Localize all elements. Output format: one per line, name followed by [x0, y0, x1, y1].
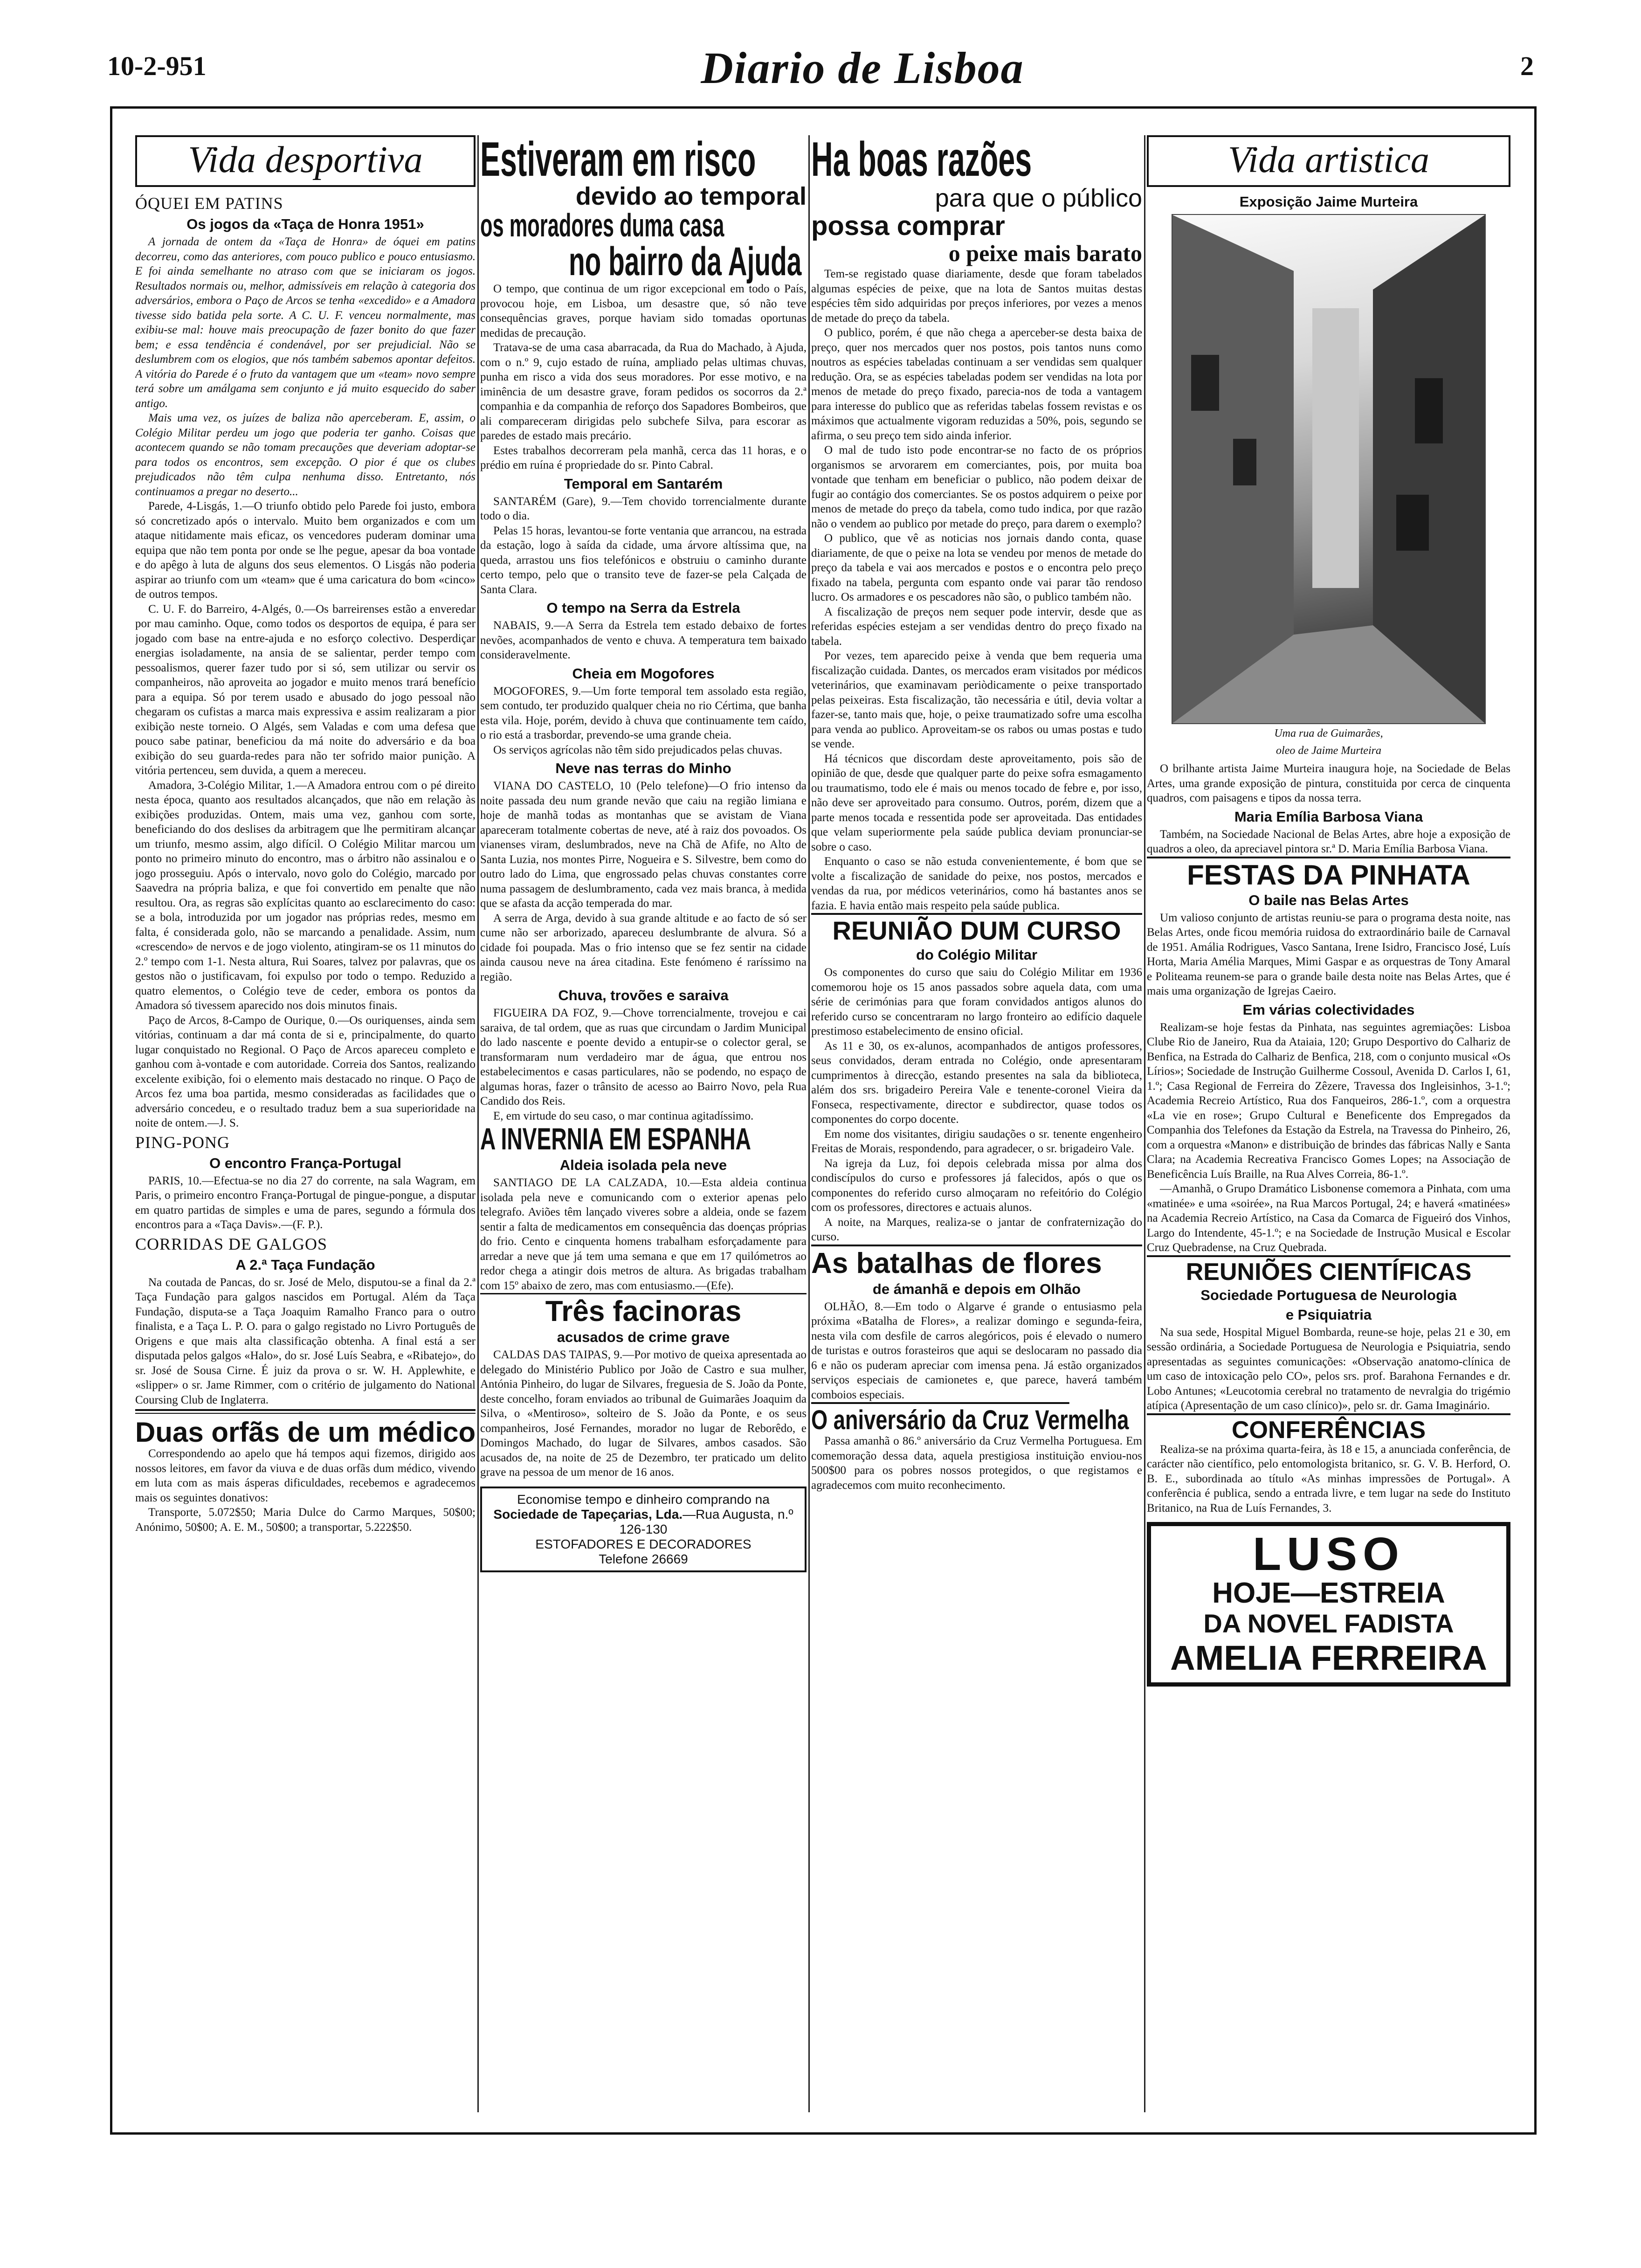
article-headline: Chuva, trovões e saraiva [558, 987, 729, 1003]
article-paragraph: Em nome dos visitantes, dirigiu saudações o sr. tenente engenheiro Freitas de Morais, respondendo, para agradecer, o sr. brigadeiro Vale. [811, 1127, 1142, 1155]
article-paragraph: —Amanhã, o Grupo Dramático Lisbonense comemora a Pinhata, com uma «matinée» e uma «soirée», na Rua Marcos Portugal, 24; e haverá «matinées» na Academia Recreio Artístico, na Casa da Comarca de Figueiró dos Vinhos, Largo do Intendente, 45-1.º; e na Sociedade de Instrução Musical e Escolar Cruz Quebradense, na Cruz Quebrada. [1147, 1182, 1510, 1254]
article-paragraph: A noite, na Marques, realiza-se o jantar de confraternização do curso. [811, 1216, 1142, 1243]
column-weather [480, 135, 807, 2094]
ad-line: Economise tempo e dinheiro comprando na [517, 1492, 770, 1507]
article-headline: Duas orfãs de um médico [135, 1417, 476, 1448]
article-paragraph: Tratava-se de uma casa abarracada, da Rua do Machado, à Ajuda, com o n.º 9, cujo estado de ruína, ampliado pelas ultimas chuvas, punha em risco a vida dos seus moradores. Por esse motivo, e na iminência de um desastre grave, foram pedidos os socorros da 2.ª companhia e da companhia de reforço dos Sapadores Bombeiros, que ali compareceram dirigidas pelo subchefe Silva, para escorar as paredes de estado mais precário. [480, 341, 807, 442]
article-paragraph: Na coutada de Pancas, do sr. José de Melo, disputou-se a final da 2.ª Taça Fundação para galgos nascidos em Portugal. Além da Taça Fundação, disputa-se a Taça Joaquim Ramalho Franco para o outro finalista, e a Taça L. P. O. para o galgo registado no Livro Português de Origens e que mais alta classificação obtenha. A final está a ser disputada pelos galgos «Halo», do sr. José Luís Seabra, e «Ribatejo», do sr. José de Sousa Cirne. É juiz da prova o sr. W. H. Applewhite, e «slipper» o sr. Jame Rimmer, com o critério de julgamento do National Coursing Club de Inglaterra. [135, 1276, 476, 1406]
article-subheadline: Aldeia isolada pela neve [559, 1157, 727, 1173]
headline-line: o peixe mais barato [948, 240, 1142, 266]
article-subheadline: acusados de crime grave [557, 1329, 730, 1345]
article-headline: FESTAS DA PINHATA [1147, 857, 1510, 889]
article-paragraph: As 11 e 30, os ex-alunos, acompanhados de antigos professores, seus convidados, deram entrada no Colégio, onde apresentaram cumprimentos à direcção, estando presentes na sala da biblioteca, além dos srs. brigadeiro Pereira Vale e tenente-coronel Vieira da Fonseca, respectivamente, director e subdirector, quase todos os componentes do corpo docente. [811, 1039, 1142, 1126]
photo-caption: Uma rua de Guimarães, [1274, 727, 1383, 740]
article-paragraph: FIGUEIRA DA FOZ, 9.—Chove torrencialmente, trovejou e cai saraiva, de tal ordem, que as ruas que circundam o Jardim Municipal do lado nascente e poente devido a entupir-se o colector geral, se transformaram num verdadeiro mar de água, que entrou nos estabelecimentos e casas particulares, não se podendo, no espaço de algumas horas, fazer o trânsito de acesso ao Bairro Novo, pela Rua Candido dos Reis. [480, 1007, 807, 1107]
column-divider [1144, 135, 1145, 2112]
article-headline: Três facinoras [480, 1293, 807, 1326]
article-headline: REUNIÕES CIENTÍFICAS [1147, 1255, 1510, 1284]
article-paragraph: O tempo, que continua de um rigor excepcional em todo o País, provocou hoje, em Lisboa, um desastre que, só não teve consequências graves, porque haviam sido tomadas oportunas medidas de precaução. [480, 283, 807, 339]
article-headline: Maria Emília Barbosa Viana [1234, 808, 1423, 825]
article-paragraph: A fiscalização de preços nem sequer pode intervir, desde que as referidas espécies estejam a ser vendidas dentro do preço fixado na tabela. [811, 605, 1142, 648]
masthead [107, 42, 1534, 98]
ad-line: HOJE—ESTREIA [1212, 1577, 1445, 1609]
article-paragraph: Mais uma vez, os juízes de baliza não aperceberam. E, assim, o Colégio Militar perdeu um jogo que poderia ter ganho. Coisas que acontecem quando se não tomam precauções que deveriam adoptar-se para todos os encontros, sem excepção. O pior é que os clubes prejudicados não têm culpa nenhuma disso. Entretanto, nós continuamos a pregar no deserto... [135, 412, 476, 498]
article-paragraph: Tem-se registado quase diariamente, desde que foram tabelados algumas espécies de peixe, que na lota de Santos muitas destas espécies têm sido adquiridas por preços inferiores, por vezes a menos de metade do preço da tabela. [811, 268, 1142, 325]
article-paragraph: Há técnicos que discordam deste aproveitamento, pois são de opinião de que, desde que qualquer parte do peixe sofra esmagamento ou traumatismo, todo ele é mais ou menos tocado de febre e, por isso, não deve ser aproveitado para consumo. Outros, porém, dizem que a parte menos tocada e ressentida pode ser aproveitada. Das entidades que velam superiormente pela saúde publica deviam pronunciar-se sobre o caso. [811, 752, 1142, 853]
ad-line: ESTOFADORES E DECORADORES [535, 1536, 752, 1551]
article-paragraph: O brilhante artista Jaime Murteira inaugura hoje, na Sociedade de Belas Artes, uma grande exposição de pintura, constituida por cerca de cinquenta quadros, com paisagens e tipos da nossa terra. [1147, 762, 1510, 804]
article-headline: Cheia em Mogofores [572, 665, 715, 682]
article-headline: O aniversário da Cruz Vermelha [811, 1402, 1069, 1434]
article-headline: O encontro França-Portugal [209, 1155, 401, 1171]
article-paragraph: C. U. F. do Barreiro, 4-Algés, 0.—Os barreirenses estão a enveredar por mau caminho. Oque, como todos os desportos de equipa, é para ser jogado com base na entre-ajuda e no esforço colectivo. Desperdiçar energias isoladamente, na ansia de se salientar, perder tempo com pessoalismos, querer fazer tudo por si só, sem utilizar ou servir os companheiros, não aproveita ao jogador e muito menos trará benefício para a equipa. Só por terem usado e abusado do jogo pessoal não chegaram os cufistas a marca mais expressiva e assim realizaram a pior exibição neste torneio. O Algés, sem Valadas e com uma defesa que pouco sabe patinar, beneficiou da má noite do adversário e da boa exibição do seu guarda-redes para não ter sofrido maior punição. A vitória pertenceu, sem duvida, a quem a mereceu. [135, 602, 476, 777]
article-paragraph: Um valioso conjunto de artistas reuniu-se para o programa desta noite, nas Belas Artes, onde ficou memória ruidosa do extraordinário baile de Carnaval de 1951. Amália Rodrigues, Vasco Santana, Irene Isidro, Francisco José, Luís Horta, Maria Amélia Marques, Mimi Gaspar e as orquestras de Tony Amaral e Politeama reunem-se para o grande baile desta noite nas Belas Artes, que é mais uma organização de Igrejas Caeiro. [1147, 911, 1510, 997]
article-paragraph: Passa amanhã o 86.º aniversário da Cruz Vermelha Portuguesa. Em comemoração dessa data, aquela prestigiosa instituição enviou-nos 500$00 para os pobres nossos protegidos, o que registamos e agradecemos com muito reconhecimento. [811, 1435, 1142, 1492]
page-number: 2 [1520, 51, 1534, 81]
painting-photo [1172, 214, 1486, 724]
article-headline: CONFERÊNCIAS [1147, 1413, 1510, 1442]
article-paragraph: Por vezes, tem aparecido peixe à venda que bem requeria uma fiscalização cuidada. Dantes, os mercados eram visitados por médicos veterinários, que examinavam periòdicamente o peixe transportado pelas peixeiras. Esta fiscalização, tão necessária e útil, devia voltar a fazer-se, tanto mais que, hoje, o peixe traumatizado sofre uma escolha para venda ao publico. Aproveitam-se os rabos ou umas postas e tudo se vende. [811, 650, 1142, 750]
divider [135, 1409, 476, 1414]
issue-date: 10-2-951 [107, 51, 207, 81]
photo-caption: oleo de Jaime Murteira [1276, 745, 1381, 757]
article-paragraph: VIANA DO CASTELO, 10 (Pelo telefone)—O frio intenso da noite passada deu num grande nevão que caiu na região limiana e hoje de manhã todas as montanhas que se avistam de Viana apareceram totalmente cobertas de neve, até à raiz dos povoados. Os vianenses viram, deslumbrados, neve na Chã de Afife, no Alto de Santa Luzia, nos montes Pirre, Nogueira e S. Silvestre, bem como do outro lado do Lima, que engrossado pelas chuvas constantes corre numa passagem de deslumbramento, cada vez mais branca, à medida que se afasta da acção temperada do mar. [480, 780, 807, 910]
article-paragraph: Os componentes do curso que saiu do Colégio Militar em 1936 comemorou hoje os 15 anos passados sobre aquela data, com uma série de cerimónias para que foram convidados antigos alunos do referido curso se concentraram no largo fronteiro ao edifício daquele prestimoso estabelecimento de ensino oficial. [811, 966, 1142, 1037]
street-painting-image [1172, 215, 1485, 723]
article-paragraph: Pelas 15 horas, levantou-se forte ventania que arrancou, na estrada da estação, logo à saída da cidade, uma árvore altíssima que, na queda, arrastou uns fios telefónicos e obstruiu o caminho durante certo tempo, pelo que o transito teve de fazer-se pela Calçada de Santa Clara. [480, 524, 807, 596]
article-paragraph: PARIS, 10.—Efectua-se no dia 27 do corrente, na sala Wagram, em Paris, o primeiro encontro França-Portugal de pingue-pongue, a disputar em quatro partidas de simples e uma de pares, segundo a fórmula dos encontros para a «Taça Davis».—(F. P.). [135, 1174, 476, 1231]
article-subheadline: Em várias colectividades [1242, 1001, 1415, 1018]
section-label: PING-PONG [135, 1133, 230, 1152]
article-paragraph: Na igreja da Luz, foi depois celebrada missa por alma dos condiscípulos do curso e professores já falecidos, após o que os componentes do referido curso almoçaram no refeitório do Colégio com os professores, directores e actuais alunos. [811, 1157, 1142, 1214]
headline-line: no bairro da Ajuda [569, 239, 802, 284]
article-paragraph: O mal de tudo isto pode encontrar-se no facto de os próprios organismos se arvorarem em comerciantes, pois, por muita boa vontade que tenham em beneficiar o publico, não podem deixar de fugir ao contágio dos comerciantes. Se os postos adquirem o peixe por menos de metade do preço da tabela, como tudo indica, por que razão não o vendem ao publico por metade do preço, para darem o exemplo? [811, 444, 1142, 530]
article-headline: O tempo na Serra da Estrela [546, 600, 740, 616]
article-paragraph: CALDAS DAS TAIPAS, 9.—Por motivo de queixa apresentada ao delegado do Ministério Publico por João de Castro e sua mulher, Antónia Pinheiro, do lugar de Silvares, freguesia de S. João da Ponte, deste concelho, foram enviados ao tribunal de Guimarães Joaquim da Silva, o «Mentiroso», solteiro de S. João da Ponte, e os seus companheiros, José Fernandes, morador no lugar de Reborêdo, e Domingos Machado, do lugar de Silvares, ambos casados. São acusados de, na noite de 25 de Dezembro, ter praticado um delito grave na pessoa de um menor de 16 anos. [480, 1348, 807, 1479]
article-paragraph: NABAIS, 9.—A Serra da Estrela tem estado debaixo de fortes nevões, acompanhados de vento e chuva. A temperatura tem baixado consideravelmente. [480, 619, 807, 661]
column-sports [135, 135, 476, 2094]
article-headline: A 2.ª Taça Fundação [235, 1256, 375, 1273]
section-header-arts: Vida artistica [1147, 135, 1510, 187]
headline-line: possa comprar [811, 211, 1005, 241]
column-arts [1147, 135, 1510, 2094]
article-paragraph: Correspondendo ao apelo que há tempos aqui fizemos, dirigido aos nossos leitores, em favor da viuva e de duas orfãs dum médico, vivendo em luta com as mais ásperas dificuldades, recebemos e agradecemos mais os seguintes donativos: [135, 1447, 476, 1504]
article-subheadline: e Psiquiatria [1285, 1306, 1372, 1323]
main-headline: Ha boas razões [811, 135, 1032, 187]
article-paragraph: OLHÃO, 8.—Em todo o Algarve é grande o entusiasmo pela próxima «Batalha de Flores», a realizar domingo e segunda-feira, nesta vila com desfile de carros alegóricos, pois é elevado o numero de turistas e outros forasteiros que aqui se deslocaram no passado dia 6 e não os puderam apreciar com imensa pena. Já estão organizados serviços especiais de camionetes e, que parece, haverá também comboios especiais. [811, 1300, 1142, 1401]
newspaper-title: Diario de Lisboa [701, 43, 1024, 93]
article-paragraph: SANTARÉM (Gare), 9.—Tem chovido torrencialmente durante todo o dia. [480, 495, 807, 522]
article-subheadline: do Colégio Militar [916, 947, 1038, 963]
main-headline: Estiveram em risco [480, 135, 756, 187]
article-paragraph: E, em virtude do seu caso, o mar continua agitadíssimo. [493, 1109, 754, 1122]
section-label: ÓQUEI EM PATINS [135, 194, 283, 213]
article-paragraph: Transporte, 5.072$50; Maria Dulce do Carmo Marques, 50$00; Anónimo, 50$00; A. E. M., 50$00; a transportar, 5.222$50. [135, 1506, 476, 1534]
section-label: CORRIDAS DE GALGOS [135, 1234, 328, 1253]
article-headline: Temporal em Santarém [564, 475, 723, 492]
article-paragraph: Também, na Sociedade Nacional de Belas Artes, abre hoje a exposição de quadros a oleo, da apreciavel pintora sr.ª D. Maria Emília Barbosa Viana. [1147, 828, 1510, 855]
article-paragraph: A serra de Arga, devido à sua grande altitude e ao facto de só ser cume não ser arborizado, apareceu deslumbrante de alvura. Só a cidade foi poupada. Mas o frio intenso que se fez sentir na cidade ainda causou neve na área citadina. Este fenómeno é raríssimo na região. [480, 912, 807, 983]
headline-line: devido ao temporal [575, 182, 807, 210]
advertisement-tapecarias [480, 1487, 807, 1572]
headline-line: para que o público [935, 184, 1142, 212]
article-paragraph: Paço de Arcos, 8-Campo de Ourique, 0.—Os ouriquenses, ainda sem vitórias, continuam a dar má conta de si e, principalmente, do quarto lugar conquistado no Regional. O Paço de Arcos apareceu completo e ganhou com à-vontade e com autoridade. Correia dos Santos, realizando excelente exibição, foi o elemento mais destacado no rinque. O Paço de Arcos fez uma boa partida, mesmo consideradas as facilidades que o adversário concedeu, e o resultado traduz bem a sua superioridade na noite de ontem.—J. S. [135, 1014, 476, 1129]
ad-phone: Telefone 26669 [599, 1551, 688, 1566]
column-divider [477, 135, 479, 2112]
article-paragraph: O publico, porém, é que não chega a aperceber-se desta baixa de preço, quer nos mercados quer nos postos, pois tantos nuns como noutros as espécies tabeladas continuam a ser vendidas sem qualquer redução. Ora, se as espécies tabeladas podem ser vendidas na lota por menos de metade do preço fixado, parecia-nos de toda a vantagem para interesse do publico que as referidas tabelas fossem revistas e os máximos que actualmente vigoram reduzidas a 50%, pois, segundo se afirma, o seu preço tem sido ainda inferior. [811, 326, 1142, 442]
ad-venue: LUSO [1253, 1528, 1405, 1580]
article-paragraph: Realiza-se na próxima quarta-feira, às 18 e 15, a anunciada conferência, de carácter não científico, pelo entomologista britanico, sr. G. V. B. Herford, O. B. E., subordinada ao título «As minhas impressões de Portugal». A conferência é publica, sendo a entrada livre, e tem lugar na sede do Instituto Britanico, na Rua de Luís Fernandes, 3. [1147, 1443, 1510, 1514]
article-paragraph: Realizam-se hoje festas da Pinhata, nas seguintes agremiações: Lisboa Clube Rio de Janeiro, Rua da Ataiaia, 120; Grupo Desportivo do Calhariz de Benfica, na Estrada do Calhariz de Benfica, 218, com o conjunto musical «Os Lírios»; Sociedade de Instrução Guilherme Cossoul, Avenida D. Carlos I, 61, 1.º; Casa Regional de Ferreira do Zêzere, Travessa dos Ingleisinhos, 3-1.º; Academia Recreio Artístico, Rua dos Fanqueiros, 286-1.º, com a orquestra «La vie en rose»; Grupo Cultural e Beneficente dos Empregados da Companhia dos Telefones da Estação da Estrela, na Travessa do Pinheiro, 26, com a orquestra «Manon» e distribuição de brindes das fábricas Nally e Santa Clara; na Academia Recreativa Francisco Gomes Lopes; na Associação de Beneficência Luís Braille, na Rua Alves Correia, 86-1.º. [1147, 1021, 1510, 1181]
advertisement-luso [1147, 1522, 1510, 1687]
article-paragraph: A jornada de ontem da «Taça de Honra» de óquei em patins decorreu, como das anteriores, com pouco publico e pouco entusiasmo. E foi ainda semelhante no atraso com que se iniciaram os jogos. Resultados normais ou, melhor, admissíveis em relação à categoria dos adversários, embora o Paço de Arcos se tenha «excedido» e a Amadora tivesse sido batida pela sorte. A C. U. F. venceu normalmente, mas exibiu-se mal: houve mais preocupação de fazer bonito do que fazer bem; e essa tendência é condenável, por ser prejudicial. Não se deslumbrem com os elogios, que nós também sabemos apontar defeitos. A vitória do Parede é o fruto da vantagem que um «team» novo sempre terá sobre um amálgama sem conjunto e já muito esquecido do saber antigo. [135, 235, 476, 410]
ad-address: —Rua Augusta, n.º 126-130 [619, 1507, 793, 1536]
article-headline: REUNIÃO DUM CURSO [811, 913, 1142, 944]
column-fish [811, 135, 1142, 2094]
article-paragraph: MOGOFORES, 9.—Um forte temporal tem assolado esta região, sem contudo, ter produzido qualquer cheia no rio Cértima, que banha esta vila. Hoje, porém, devido à chuva que continuamente tem caído, o rio está a trasbordar, prevendo-se uma grande cheia. [480, 685, 807, 741]
article-headline: Neve nas terras do Minho [555, 760, 731, 776]
article-paragraph: Na sua sede, Hospital Miguel Bombarda, reune-se hoje, pelas 21 e 30, em sessão ordinária, a Sociedade Portuguesa de Neurologia e Psiquiatria, sendo apresentadas as seguintes comunicações: «Observação anatomo-clínica de um caso de intoxicação pelo CO», pelos srs. prof. Barahona Fernandes e dr. Lobo Antunes; «Leucotomia cerebral no tratamento de nevralgia do trigémio atípica (Apresentação de um caso clínico)», pelo sr. dr. Gama Imaginário. [1147, 1326, 1510, 1412]
article-paragraph: Enquanto o caso se não estuda convenientemente, é bom que se volte a fiscalização de sanidade do peixe, nos postos, mercados e vendas da rua, por médicos veterinários, como há bastantes anos se fazia. E havia então mais respeito pela saúde publica. [811, 855, 1142, 912]
section-header-sports: Vida desportiva [135, 135, 476, 187]
article-headline: Os jogos da «Taça de Honra 1951» [186, 216, 424, 232]
article-paragraph: SANTIAGO DE LA CALZADA, 10.—Esta aldeia continua isolada pela neve e comunicando com o exterior apenas pelo telegrafo. Aviões têm lançado viveres sobre a aldeia, onde se fazem sentir a falta de medicamentos em consequência das doenças próprias do frio. Cento e cinquenta homens trabalham esforçadamente para arredar a neve que já tem uma semana e que em 17 quilómetros ao redor chega a atingir dois metros de altura. As brigadas trabalham com 15º abaixo de zero, mas com entusiasmo.—(Efe). [480, 1176, 807, 1292]
article-subheadline: de ámanhã e depois em Olhão [872, 1280, 1081, 1297]
article-headline: As batalhas de flores [811, 1245, 1142, 1278]
article-paragraph: Parede, 4-Lisgás, 1.—O triunfo obtido pelo Parede foi justo, embora só concretizado após o intervalo. Muito bem organizados e com um ataque nitidamente mais eficaz, os vencedores puderam dominar uma equipa que não tem ponta por onde se lhe pegue, apesar da boa vontade e do apêgo à luta de alguns dos seus elementos. O Lisgás não poderia aspirar ao triunfo com um «team» que é uma caricatura do bom «cinco» de outros tempos. [135, 500, 476, 601]
article-paragraph: Os serviços agrícolas não têm sido prejudicados pelas chuvas. [493, 743, 782, 756]
article-headline: A INVERNIA EM ESPANHA [480, 1121, 751, 1156]
ad-line: DA NOVEL FADISTA [1203, 1609, 1454, 1639]
column-divider [808, 135, 810, 2112]
article-paragraph: O publico, que vê as noticias nos jornais dando conta, quase diariamente, de que o peixe na lota se vendeu por menos de metade do preço da tabela e vai aos mercados e postos e o encontra pelo preço fixado na tabela, pergunta com espanto onde vai parar tão rendoso lucro. Os armadores e os pescadores não são, o publico também não. [811, 532, 1142, 603]
headline-line: os moradores duma casa [480, 207, 724, 243]
article-subheadline: O baile nas Belas Artes [1248, 892, 1409, 908]
article-headline: Exposição Jaime Murteira [1239, 194, 1418, 210]
ad-performer: AMELIA FERREIRA [1170, 1638, 1487, 1677]
article-paragraph: Amadora, 3-Colégio Militar, 1.—A Amadora entrou com o pé direito nesta época, quanto aos resultados alcançados, que não em relação às exibições produzidas. Ontem, mais uma vez, ganhou com sorte, beneficiando do dos deslises da arbitragem que lhe permitiram alcançar um triunfo, mesmo assim, algo difícil. O Colégio Militar marcou um ponto no primeiro minuto do encontro, mas o árbitro não assinalou e o jogo prosseguiu. Após o intervalo, novo golo do Colégio, marcado por Saavedra na própria baliza, e que foi convertido em penalte que não resultou. Ora, as regras são explícitas quanto ao esclarecimento do caso: se a bola, introduzida por um jogador nas próprias redes, mesmo em falta, é considerada golo, não se marcando a penalidade. Assim, num «crescendo» de nervos e de jogo violento, atingiram-se os 11 minutos do 2.º tempo com 1-1. Nesta altura, Rui Soares, talvez por palavras, que os gestos não o justificavam, foi expulso por todo o tempo. Reduzido a quatro elementos, o Colégio teve de ceder, embora os pontos da Amadora só tivessem aparecido nos dois minutos finais. [135, 779, 476, 1012]
article-subheadline: Sociedade Portuguesa de Neurologia [1200, 1286, 1457, 1303]
ad-company: Sociedade de Tapeçarias, Lda. [493, 1507, 683, 1521]
article-paragraph: Estes trabalhos decorreram pela manhã, cerca das 11 horas, e o prédio em ruína é propriedade do sr. Pinto Cabral. [480, 444, 807, 471]
